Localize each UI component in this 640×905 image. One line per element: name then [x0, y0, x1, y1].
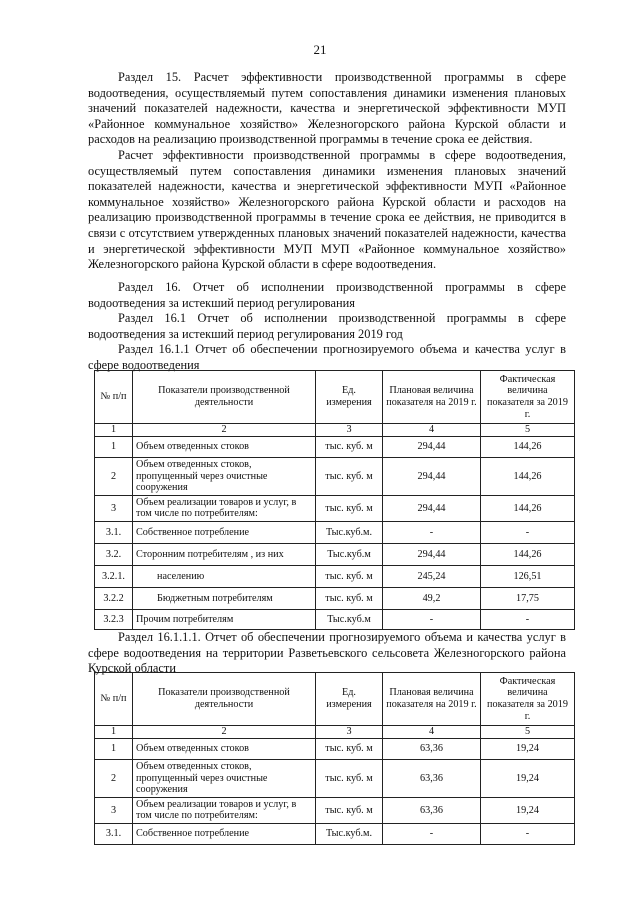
header-num: № п/п [95, 371, 133, 424]
cell-name: Бюджетным потребителям [133, 587, 316, 609]
section-16-1-heading: Раздел 16.1 Отчет об исполнении производственной программы в сфере водоотведения за истекший период регулирования 2019 год [88, 311, 566, 341]
section-16 [88, 280, 566, 374]
cell-name: Объем отведенных стоков [133, 437, 316, 458]
header-actual: Фактическая величина показателя за 2019 г. [481, 673, 575, 726]
column-number: 5 [481, 424, 575, 437]
cell-unit: тыс. куб. м [316, 760, 383, 798]
table-row [95, 543, 575, 565]
cell-num: 1 [95, 437, 133, 458]
cell-plan: 63,36 [383, 797, 481, 823]
column-number: 4 [383, 424, 481, 437]
header-planned: Плановая величина показателя на 2019 г. [383, 371, 481, 424]
table-row [95, 521, 575, 543]
cell-unit: тыс. куб. м [316, 797, 383, 823]
cell-unit: тыс. куб. м [316, 495, 383, 521]
cell-plan: 294,44 [383, 458, 481, 496]
table-row [95, 609, 575, 629]
section-16-heading: Раздел 16. Отчет об исполнении производственной программы в сфере водоотведения за истекший период регулирования [88, 280, 566, 310]
cell-fact: 19,24 [481, 797, 575, 823]
cell-plan: - [383, 609, 481, 629]
column-number: 3 [316, 726, 383, 739]
column-number: 5 [481, 726, 575, 739]
table-services-total [94, 370, 575, 630]
cell-plan: - [383, 823, 481, 844]
cell-name: Объем реализации товаров и услуг, в том числе по потребителям: [133, 797, 316, 823]
column-number: 1 [95, 424, 133, 437]
cell-num: 3.2.1. [95, 565, 133, 587]
cell-unit: тыс. куб. м [316, 565, 383, 587]
table-row [95, 437, 575, 458]
section-16-1-1-heading: Раздел 16.1.1 Отчет об обеспечении прогнозируемого объема и качества услуг в сфере водоотведения [88, 342, 566, 372]
cell-name: населению [133, 565, 316, 587]
header-unit: Ед. измерения [316, 673, 383, 726]
column-number: 3 [316, 424, 383, 437]
section-15-heading: Раздел 15. Расчет эффективности производственной программы в сфере водоотведения, осуществляемый путем сопоставления динамики изменения плановых значений показателей надежности, качества и энергетической эффективности МУП «Районное коммунальное хозяйство» Железногорского района Курской области и расходов на реализацию производственной программы в течение срока ее действия. [88, 70, 566, 147]
cell-num: 1 [95, 739, 133, 760]
cell-fact: - [481, 609, 575, 629]
cell-unit: Тыс.куб.м [316, 543, 383, 565]
cell-unit: тыс. куб. м [316, 458, 383, 496]
cell-name: Объем отведенных стоков, пропущенный через очистные сооружения [133, 760, 316, 798]
cell-fact: - [481, 521, 575, 543]
cell-name: Собственное потребление [133, 521, 316, 543]
cell-unit: тыс. куб. м [316, 437, 383, 458]
cell-num: 3.2.3 [95, 609, 133, 629]
cell-plan: 49,2 [383, 587, 481, 609]
cell-num: 3.2. [95, 543, 133, 565]
table-row [95, 797, 575, 823]
cell-num: 3 [95, 797, 133, 823]
cell-name: Объем отведенных стоков [133, 739, 316, 760]
cell-fact: 144,26 [481, 495, 575, 521]
cell-fact: 19,24 [481, 760, 575, 798]
column-number: 4 [383, 726, 481, 739]
cell-unit: тыс. куб. м [316, 587, 383, 609]
cell-name: Прочим потребителям [133, 609, 316, 629]
cell-plan: 294,44 [383, 437, 481, 458]
table-row [95, 739, 575, 760]
table-row [95, 823, 575, 844]
section-15 [88, 70, 566, 273]
cell-unit: Тыс.куб.м. [316, 823, 383, 844]
cell-unit: тыс. куб. м [316, 739, 383, 760]
section-16-1-1-1 [88, 630, 566, 677]
cell-plan: - [383, 521, 481, 543]
cell-num: 2 [95, 760, 133, 798]
cell-num: 3.2.2 [95, 587, 133, 609]
cell-plan: 294,44 [383, 495, 481, 521]
cell-num: 3.1. [95, 521, 133, 543]
cell-plan: 63,36 [383, 760, 481, 798]
cell-name: Собственное потребление [133, 823, 316, 844]
cell-name: Сторонним потребителям , из них [133, 543, 316, 565]
cell-name: Объем отведенных стоков, пропущенный через очистные сооружения [133, 458, 316, 496]
cell-fact: - [481, 823, 575, 844]
cell-fact: 17,75 [481, 587, 575, 609]
cell-fact: 144,26 [481, 437, 575, 458]
table-services-razvetyevsky [94, 672, 575, 845]
header-actual: Фактическая величина показателя за 2019 г. [481, 371, 575, 424]
cell-num: 3.1. [95, 823, 133, 844]
header-indicator: Показатели производственной деятельности [133, 673, 316, 726]
cell-name: Объем реализации товаров и услуг, в том числе по потребителям: [133, 495, 316, 521]
table-row [95, 565, 575, 587]
header-num: № п/п [95, 673, 133, 726]
column-number: 1 [95, 726, 133, 739]
cell-fact: 19,24 [481, 739, 575, 760]
section-15-body: Расчет эффективности производственной программы в сфере водоотведения, осуществляемый путем сопоставления динамики изменения плановых значений показателей надежности, качества и энергетической эффективности МУП «Районное коммунальное хозяйство» Железногорского района Курской области и расходов на реализацию производственной программы в течение срока ее действия, не приводится в связи с отсутствием утвержденных плановых значений показателей надежности, качества и энергетической эффективности МУП МУП «Районное коммунальное хозяйство» Железногорского района Курской области в сфере водоотведения. [88, 147, 566, 272]
cell-unit: Тыс.куб.м [316, 609, 383, 629]
column-number: 2 [133, 424, 316, 437]
cell-num: 3 [95, 495, 133, 521]
cell-fact: 144,26 [481, 458, 575, 496]
column-number: 2 [133, 726, 316, 739]
table-row [95, 495, 575, 521]
header-unit: Ед. измерения [316, 371, 383, 424]
header-planned: Плановая величина показателя на 2019 г. [383, 673, 481, 726]
cell-num: 2 [95, 458, 133, 496]
cell-fact: 126,51 [481, 565, 575, 587]
cell-fact: 144,26 [481, 543, 575, 565]
cell-plan: 63,36 [383, 739, 481, 760]
section-16-1-1-1-heading: Раздел 16.1.1.1. Отчет об обеспечении прогнозируемого объема и качества услуг в сфере водоотведения на территории Разветьевского сельсовета Железногорского района Курской области [88, 630, 566, 676]
cell-plan: 245,24 [383, 565, 481, 587]
cell-plan: 294,44 [383, 543, 481, 565]
page-number: 21 [313, 42, 327, 57]
cell-unit: Тыс.куб.м. [316, 521, 383, 543]
table-row [95, 760, 575, 798]
table-row [95, 587, 575, 609]
table-row [95, 458, 575, 496]
header-indicator: Показатели производственной деятельности [133, 371, 316, 424]
